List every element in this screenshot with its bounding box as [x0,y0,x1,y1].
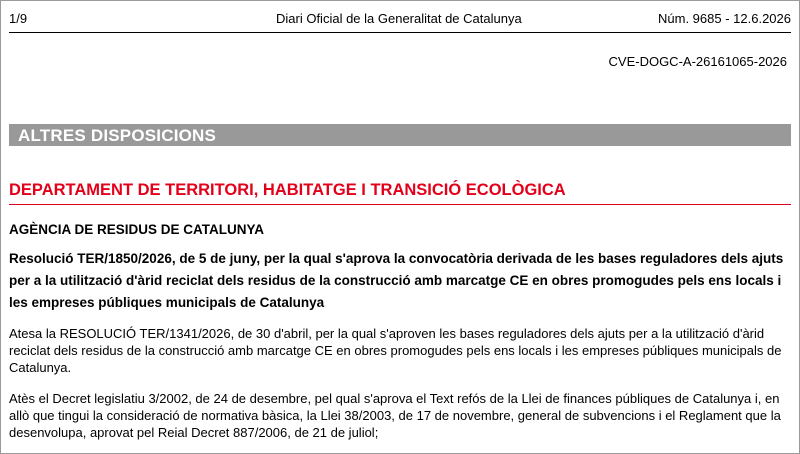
cve-code: CVE-DOGC-A-26161065-2026 [608,54,787,69]
body-paragraph: Atès el Decret legislatiu 3/2002, de 24 de desembre, pel qual s'aprova el Text refós de la Llei de finances públiques de Catalunya i, en allò que tingui la consideració de normativa bàsica, la Llei 38/2003, de 17 de novembre, general de subvencions i el Reglament que la desenvolupa, aprovat pel Reial Decret 887/2006, de 21 de juliol; [9,391,781,440]
agency-heading: AGÈNCIA DE RESIDUS DE CATALUNYA [9,222,265,237]
issue-number-date: Núm. 9685 - 12.6.2026 [658,11,791,26]
page-number: 1/9 [9,11,28,26]
section-heading: ALTRES DISPOSICIONS [9,124,791,146]
body-paragraph: Atesa la RESOLUCIÓ TER/1341/2026, de 30 d'abril, per la qual s'aproven les bases reguladores dels ajuts per a la utilització d'àrid reciclat dels residus de la construcció amb marcatge CE en obres promogudes pels ens locals i les empreses públiques municipals de Catalunya. [9,326,782,375]
department-heading: DEPARTAMENT DE TERRITORI, HABITATGE I TRANSICIÓ ECOLÒGICA [9,179,791,205]
journal-name: Diari Oficial de la Generalitat de Catalunya [276,11,522,26]
resolution-title: Resolució TER/1850/2026, de 5 de juny, per la qual s'aprova la convocatòria derivada de les bases reguladores dels ajuts per a la utilització d'àrid reciclat dels residus de la construcció amb marcatge CE en obres promogudes pels ens locals i les empreses públiques municipals de Catalunya [9,251,784,310]
header-divider [9,32,791,33]
page-header [9,9,791,29]
